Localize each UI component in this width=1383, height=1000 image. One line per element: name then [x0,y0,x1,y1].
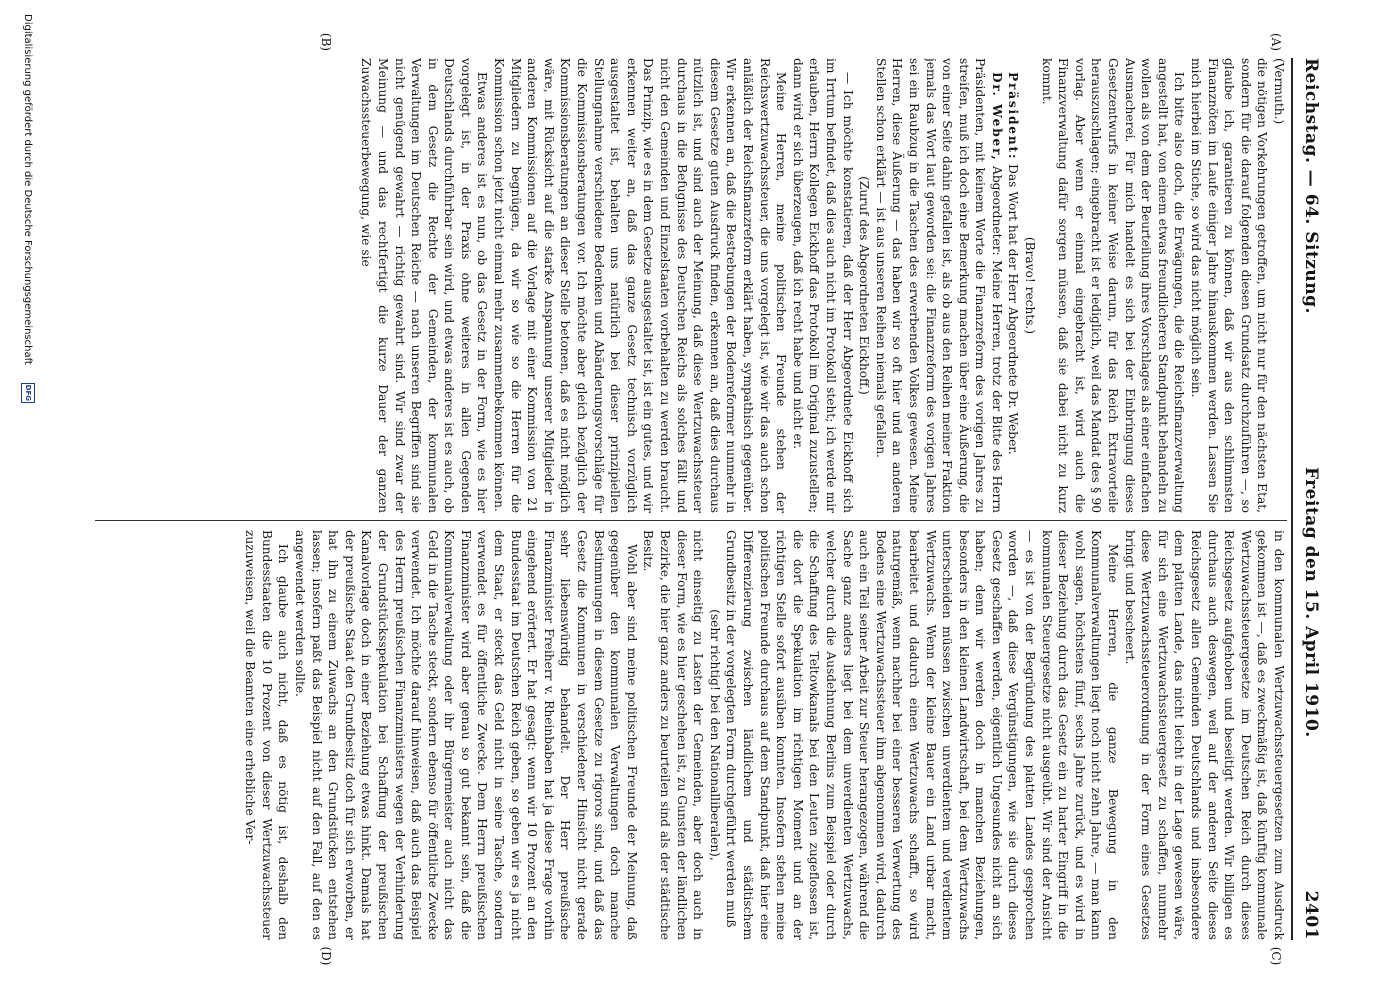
speaker-role: Abgeordneter: [989,166,1004,256]
speaker-intro [872,58,1005,513]
president-label: Präsident: [1006,72,1021,161]
header-chamber-session: Reichstag. — 64. Sitzung. [1301,58,1321,314]
paragraph: Meine Herren, meine politischen Freunde stehen der Reichswertzuwachssteuer, die uns vorgelegt ist, wie wir das auch schon anläßlich der Reichsfinanzreform erklärt haben, sympathisch gegenüber. Wir erkennen an, daß die Bestrebungen der Bodenreformer nunmehr in diesem Gesetze guten Ausdruck finden, erkennen an, daß dies durchaus nützlich ist, und sind auch der Meinung, daß diese Wertzuwachssteuer durchaus in die Befugnisse des Deutschen Reichs als solches fällt und nicht den Gemeinden und Einzelstaaten vorbehalten zu werden braucht. Das Prinzip, wie es in dem Gesetze ausgestaltet ist, ist ein gutes, und wir erkennen weiter an, daß das ganze Gesetz technisch vorzüglich ausgestaltet ist, behalten uns natürlich bei dieser prinzipiellen Stellungnahme verschiedene Bedenken und Abänderungsvorschläge für die Kommissionsberatungen vor. Ich möchte aber gleich bezüglich der Kommissionsberatungen an dieser Stelle betonen, daß es nicht möglich wäre, mit Rücksicht auf die starke Anspannung unserer Mitglieder in anderen Kommissionen auf die Vorlage mit einer Kommission von 21 Mitgliedern zu begnügen, da wir so wie so die Herren für die Kommission schon jetzt nicht einmal mehr zusammenbekommen können. [492,58,789,513]
header-date: Freitag den 15. April 1910. [1301,466,1321,738]
paragraph: in den kommunalen Wertzuwachssteuergesetzen zum Ausdruck gekommen ist —, daß es zweckmäßig ist, daß künftig kommunale Wertzuwachssteuergesetze im Deutschen Reich durch dieses Reichsgesetz aufgehoben und beseitigt werden. Wir billigen es durchaus auch deswegen, weil auf der anderen Seite dieses Reichsgesetz allen Gemeinden Deutschlands und insbesondere dem platten Lande, das nicht leicht in der Lage gewesen wäre, für sich eine Wertzuwachssteuergesetz zu schaffen, nunmehr diese Wertzuwachssteuerordnung in der Form eines Gesetzes bringt und bescheert. [1122,530,1286,940]
paragraph: die nötigen Vorkehrungen getroffen, um nicht nur für den nächsten Etat, sondern für die darauf folgenden diesen Grundsatz durchzuführen —, so glaube ich, garantieren zu können, daß wir aus den schlimmsten Finanznöten im Laufe einiger Jahre hinauskommen werden. Lassen Sie mich hierbei im Stiche, so wird das nicht möglich sein. [1189,58,1270,513]
president-statement [1005,58,1022,513]
speaker-name: Dr. Weber, [989,72,1004,162]
paragraph: nicht einseitig zu Lasten der Gemeinden, aber doch auch in dieser Form, wie es hier geschehen ist, zu Gunsten der ländlichen Bezirke, die hier ganz anders zu beurteilen sind als der städtische Besitz. [641,530,706,940]
column-divider [95,520,1287,521]
right-column [95,530,1287,940]
president-text: Das Wort hat der Herr Abgeordnete Dr. Weber. [1006,164,1021,455]
page-header [1297,58,1325,940]
left-column [95,58,1287,513]
digitization-credit [18,0,38,1000]
paragraph: Meine Herren, die ganze Bewegung in den Kommunalverwaltungen liegt noch nicht zehn Jahre, — man kann wohl sagen, höchstens fünf, sechs Jahre zurück, und es wird in dieser Beziehung durch das Gesetz ein zu harter Eingriff in die kommunalen Steuergesetze nicht ausgeübt. Wir sind der Ansicht — es ist von der Begründung des platten Landes gesprochen worden —, daß diese Vergünstigungen, wie sie durch dieses Gesetz geschaffen werden, eigentlich Ungesundes nicht an sich haben; denn wir werden doch in manchen Beziehungen, besonders in den kleinen Landwirtschaft, bei dem Wertzuwachs unterscheiden müssen zwischen unverdientem und verdientem Wertzuwachs. Wenn der kleine Bauer ein Land urbar macht, bearbeitet und dadurch einen Wertzuwachs schafft, so wird naturgemäß, wenn nachher bei einer besseren Verwertung des Bodens eine Wertzuwachssteuer ihm abgenommen wird, dadurch auch ein Teil seiner Arbeit zur Steuer herangezogen, während die Sache ganz anders liegt bei dem unverdienten Wertzuwachs, welcher durch die Ausdehnung Berlins zum Beispiel oder durch die Schaffung des Teltowkanals bei den Leuten zugeflossen ist, die dort die Spekulation im richtigen Moment und an der richtigen Stelle sofort ausüben konnten. Insofern stehen meine politischen Freunde durchaus auf dem Standpunkt, daß hier eine Differenzierung zwischen ländlichem und städtischem Grundbesitz in der vorgelegten Form durchgeführt werden muß [724,530,1121,940]
reaction: (Bravo! rechts.) [1023,236,1038,335]
paragraph: Meine Herren, trotz der Bitte des Herrn Präsidenten, mit keinem Worte die Finanzreform des vorigen Jahres zu streifen, muß ich doch eine Bemerkung machen über eine Äußerung, die von einer Seite dahin gefallen ist, als ob aus den Reihen meiner Fraktion jemals das Wort laut geworden sei: die Finanzreform des vorigen Jahres sei ein Raubzug in die Taschen des erwerbenden Volkes gewesen. Meine Herren, diese Äußerung — das haben wir so oft hier und an anderen Stellen schon erklärt — ist aus unseren Reihen niemals gefallen. [873,58,1004,513]
paragraph: Wohl aber sind meine politischen Freunde der Meinung, daß gegenüber den kommunalen Verwaltungen doch manche Bestimmungen in diesem Gesetze zu rigoros sind, und daß das Gesetz die Kommunen in verschiedener Hinsicht nicht gerade sehr liebenswürdig behandelt. Der Herr preußische Finanzminister Freiherr v. Rheinbaben hat ja diese Frage vorhin eingehend erörtert. Er hat gesagt: wenn wir 10 Prozent an den Bundesstaat im Deutschen Reich geben, so geben wir es ja nicht dem Staat, er steckt das Geld nicht in seine Tasche, sondern verwendet es für öffentliche Zwecke. Dem Herrn preußischen Finanzminister wird aber genau so gut bekannt sein, daß die Kommunalverwaltung oder ihr Bürgermeister auch nicht das Geld in die Tasche steckt, sondern ebenso für öffentliche Zwecke verwendet. Ich möchte darauf hinweisen, daß auch das Beispiel des Herrn preußischen Finanzministers wegen der Verhinderung der Grundstücksspekulation bei Schaffung der preußischen Kanalvorlage doch in einer Beziehung etwas hinkt. Damals hat der preußische Staat den Grundbesitz doch für sich erworben, er hat ihn zu einem Zuwachs an den Grundstücken entstehen lassen; insofern paßt das Beispiel nicht auf den Fall, auf den es angewendet werden sollte. [292,530,639,940]
margin-mark-d: (D) [319,946,333,966]
reaction: (sehr richtig! bei den Nationalliberalen), [707,609,722,861]
header-rule [1291,58,1293,940]
speaker-continuation-tag: (Vermuth.) [1272,58,1286,125]
credit-text: Digitalisierung gefördert durch die Deutsche Forschungsgemeinschaft [22,14,34,365]
header-page-number: 2401 [1301,890,1321,940]
paragraph: Ich bitte also doch, die Erwägungen, die die Reichsfinanzverwaltung angestellt hat, von einem etwas freundlicheren Standpunkt behandeln zu wollen als von dem der Beurteilung ihres Vorschlages als einer einfachen Ausmacherei. Für mich handelt es sich bei der Einbringung dieses Gesetzentwurfs in keiner Weise darum, für das Reich Extravorteile herauszuschlagen; eingebracht ist er lediglich, weil das Mandat des § 90 vorlag. Aber wenn er einmal eingebracht ist, wird auch die Finanzverwaltung dafür sorgen müssen, daß sie dabei nicht zu kurz kommt. [1039,58,1187,513]
margin-mark-b: (B) [319,32,333,52]
margin-mark-c: (C) [1269,946,1283,966]
paragraph: Ich glaube auch nicht, daß es nötig ist, deshalb den Bundesstaaten die 10 Prozent von dieser Wertzuwachssteuer zuzuweisen, weil die Beamten eine erhebliche Ver- [243,530,291,940]
reaction: (Zuruf des Abgeordneten Eickhoff.) [857,176,872,395]
dfg-logo-icon: DFG [21,383,35,403]
paragraph: Etwas anderes ist es nun, ob das Gesetz in der Form, wie es hier vorgelegt ist, in der Praxis ohne weiteres in allen Gegenden Deutschlands durchführbar sein wird, und etwas anderes ist es auch, ob in dem Gesetz die Rechte der Gemeinden, der kommunalen Verwaltungen im Deutschen Reiche — nach unseren Begriffen sind sie nicht genügend gewahrt — richtig gewahrt sind. Wir sind zwar der Meinung — und das rechtfertigt die kurze Dauer der ganzen Zuwachssteuerbewegung, wie sie [359,58,490,513]
paragraph: — Ich möchte konstatieren, daß der Herr Abgeordnete Eickhoff sich im Irrtum befindet, daß dies auch nicht im Protokoll steht; ich werde mir erlauben, Herrn Kollegen Eickhoff das Protokoll im Original zuzustellen; dann wird er sich überzeugen, daß ich recht habe und nicht er. [790,58,855,513]
margin-mark-a: (A) [1269,32,1283,52]
